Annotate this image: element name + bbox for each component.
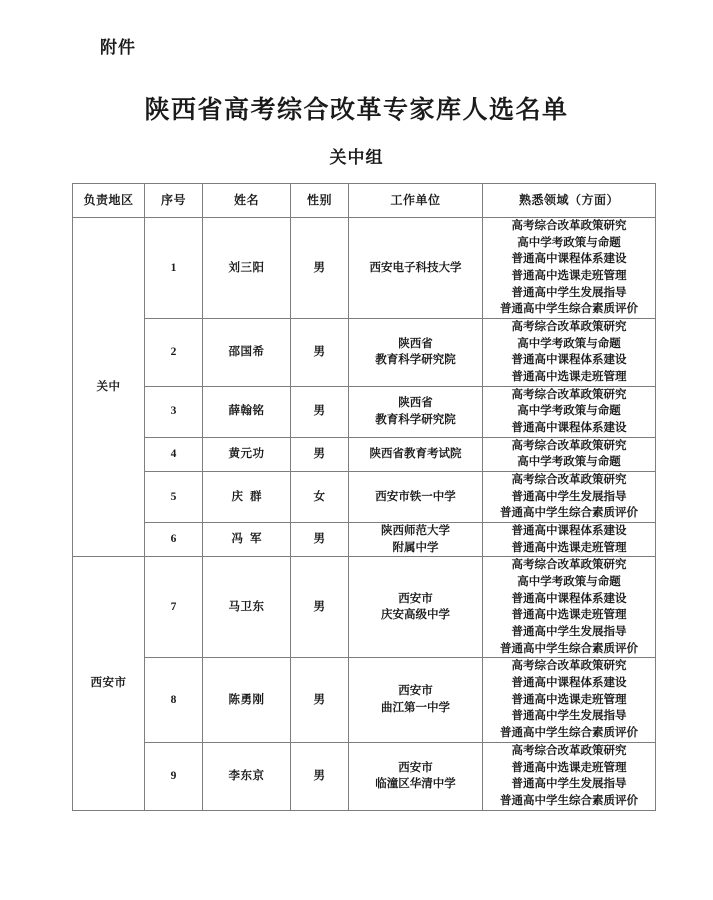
gender-cell: 女	[291, 472, 349, 523]
expertise-field-line: 普通高中选课走班管理	[511, 371, 627, 384]
expertise-field-line: 普通高中课程体系建设	[511, 253, 627, 266]
work-unit-line: 西安市铁一中学	[375, 490, 456, 503]
column-header-region: 负责地区	[73, 184, 145, 218]
expertise-field-line: 高考综合改革政策研究	[511, 321, 627, 334]
expertise-field-line: 普通高中学生发展指导	[511, 626, 627, 639]
gender-cell: 男	[291, 319, 349, 387]
expertise-field-line: 普通高中课程体系建设	[511, 354, 627, 367]
expertise-field-line: 普通高中学生综合素质评价	[500, 794, 638, 807]
expertise-field-line: 高中学考政策与命题	[517, 337, 621, 350]
expert-name-cell: 冯军	[203, 523, 291, 557]
expertise-field-line: 普通高中选课走班管理	[511, 270, 627, 283]
expertise-field-cell	[483, 557, 656, 658]
table-row	[73, 386, 656, 437]
table-row	[73, 472, 656, 523]
column-header-gender: 性别	[291, 184, 349, 218]
column-header-unit: 工作单位	[349, 184, 483, 218]
gender-cell: 男	[291, 523, 349, 557]
work-unit-cell	[349, 742, 483, 810]
page-title: 陕西省高考综合改革专家库人选名单	[144, 96, 569, 124]
work-unit-line: 西安电子科技大学	[369, 261, 462, 274]
expert-name-cell: 薛翰铭	[203, 386, 291, 437]
column-header-name: 姓名	[203, 184, 291, 218]
gender-cell: 男	[291, 437, 349, 471]
expertise-field-line: 普通高中学生综合素质评价	[500, 507, 638, 520]
expert-name-cell: 邵国希	[203, 319, 291, 387]
gender-cell: 男	[291, 218, 349, 319]
expertise-field-line: 高考综合改革政策研究	[511, 559, 627, 572]
row-index-cell: 6	[145, 523, 203, 557]
row-index-cell: 9	[145, 742, 203, 810]
expertise-field-line: 普通高中学生发展指导	[511, 490, 627, 503]
expert-name-cell: 李东京	[203, 742, 291, 810]
expertise-field-line: 高考综合改革政策研究	[511, 474, 627, 487]
page-subtitle: 关中组	[329, 148, 384, 167]
work-unit-line: 临潼区华清中学	[375, 778, 456, 791]
expertise-field-cell	[483, 218, 656, 319]
work-unit-cell	[349, 437, 483, 471]
work-unit-line: 教育科学研究院	[375, 354, 456, 367]
work-unit-line: 庆安高级中学	[381, 609, 450, 622]
table-row	[73, 319, 656, 387]
table-row	[73, 523, 656, 557]
row-index-cell: 7	[145, 557, 203, 658]
expertise-field-line: 普通高中选课走班管理	[511, 693, 627, 706]
expertise-field-line: 普通高中选课走班管理	[511, 541, 627, 554]
work-unit-cell	[349, 386, 483, 437]
region-cell: 关中	[73, 218, 145, 557]
expertise-field-cell	[483, 658, 656, 742]
expertise-field-line: 普通高中课程体系建设	[511, 592, 627, 605]
expertise-field-line: 高中学考政策与命题	[517, 236, 621, 249]
expertise-field-cell	[483, 437, 656, 471]
row-index-cell: 8	[145, 658, 203, 742]
expertise-field-line: 普通高中选课走班管理	[511, 761, 627, 774]
expertise-field-line: 普通高中课程体系建设	[511, 525, 627, 538]
expertise-field-line: 高考综合改革政策研究	[511, 388, 627, 401]
table-header	[73, 184, 656, 218]
expertise-field-line: 高中学考政策与命题	[517, 576, 621, 589]
expert-name-cell: 马卫东	[203, 557, 291, 658]
row-index-cell: 2	[145, 319, 203, 387]
expertise-field-line: 高考综合改革政策研究	[511, 220, 627, 232]
expertise-field-line: 普通高中学生发展指导	[511, 778, 627, 791]
work-unit-cell	[349, 218, 483, 319]
expertise-field-cell	[483, 742, 656, 810]
work-unit-line: 西安市	[398, 761, 433, 774]
table-row	[73, 218, 656, 319]
work-unit-line: 陕西师范大学	[381, 525, 450, 538]
work-unit-line: 陕西省教育考试院	[369, 448, 462, 461]
expertise-field-line: 普通高中学生发展指导	[511, 710, 627, 723]
table-body	[73, 218, 656, 811]
work-unit-line: 附属中学	[392, 541, 439, 554]
expertise-field-line: 高考综合改革政策研究	[511, 744, 627, 757]
expertise-field-cell	[483, 319, 656, 387]
expertise-field-line: 高中学考政策与命题	[517, 456, 621, 469]
expertise-field-cell	[483, 386, 656, 437]
work-unit-line: 陕西省	[398, 397, 433, 410]
work-unit-cell	[349, 658, 483, 742]
expertise-field-line: 高考综合改革政策研究	[511, 439, 627, 452]
expertise-field-line: 普通高中课程体系建设	[511, 677, 627, 690]
work-unit-line: 陕西省	[398, 337, 433, 350]
work-unit-cell	[349, 472, 483, 523]
region-cell: 西安市	[73, 557, 145, 810]
expertise-field-line: 普通高中学生发展指导	[511, 286, 627, 299]
expert-roster-table	[72, 183, 656, 811]
work-unit-cell	[349, 319, 483, 387]
gender-cell: 男	[291, 386, 349, 437]
work-unit-line: 西安市	[398, 592, 433, 605]
gender-cell: 男	[291, 658, 349, 742]
column-header-field: 熟悉领域（方面）	[483, 184, 656, 218]
attachment-label: 附件	[100, 38, 136, 57]
row-index-cell: 1	[145, 218, 203, 319]
work-unit-line: 曲江第一中学	[381, 702, 450, 715]
gender-cell: 男	[291, 557, 349, 658]
work-unit-cell	[349, 523, 483, 557]
roster-table-container	[72, 183, 655, 811]
work-unit-line: 教育科学研究院	[375, 413, 456, 426]
row-index-cell: 3	[145, 386, 203, 437]
work-unit-line: 西安市	[398, 685, 433, 698]
expertise-field-line: 普通高中学生综合素质评价	[500, 303, 638, 316]
table-row	[73, 658, 656, 742]
expert-name-cell: 庆群	[203, 472, 291, 523]
table-row	[73, 437, 656, 471]
row-index-cell: 4	[145, 437, 203, 471]
expertise-field-line: 普通高中选课走班管理	[511, 609, 627, 622]
table-header-row	[73, 184, 656, 218]
expertise-field-line: 普通高中学生综合素质评价	[500, 642, 638, 655]
column-header-index: 序号	[145, 184, 203, 218]
row-index-cell: 5	[145, 472, 203, 523]
work-unit-cell	[349, 557, 483, 658]
expertise-field-line: 高考综合改革政策研究	[511, 660, 627, 673]
expertise-field-line: 普通高中学生综合素质评价	[500, 727, 638, 740]
expertise-field-cell	[483, 523, 656, 557]
expertise-field-cell	[483, 472, 656, 523]
expert-name-cell: 陈勇刚	[203, 658, 291, 742]
gender-cell: 男	[291, 742, 349, 810]
table-row	[73, 557, 656, 658]
expertise-field-line: 普通高中课程体系建设	[511, 422, 627, 435]
expert-name-cell: 黄元功	[203, 437, 291, 471]
expertise-field-line: 高中学考政策与命题	[517, 405, 621, 418]
expert-name-cell: 刘三阳	[203, 218, 291, 319]
table-row	[73, 742, 656, 810]
